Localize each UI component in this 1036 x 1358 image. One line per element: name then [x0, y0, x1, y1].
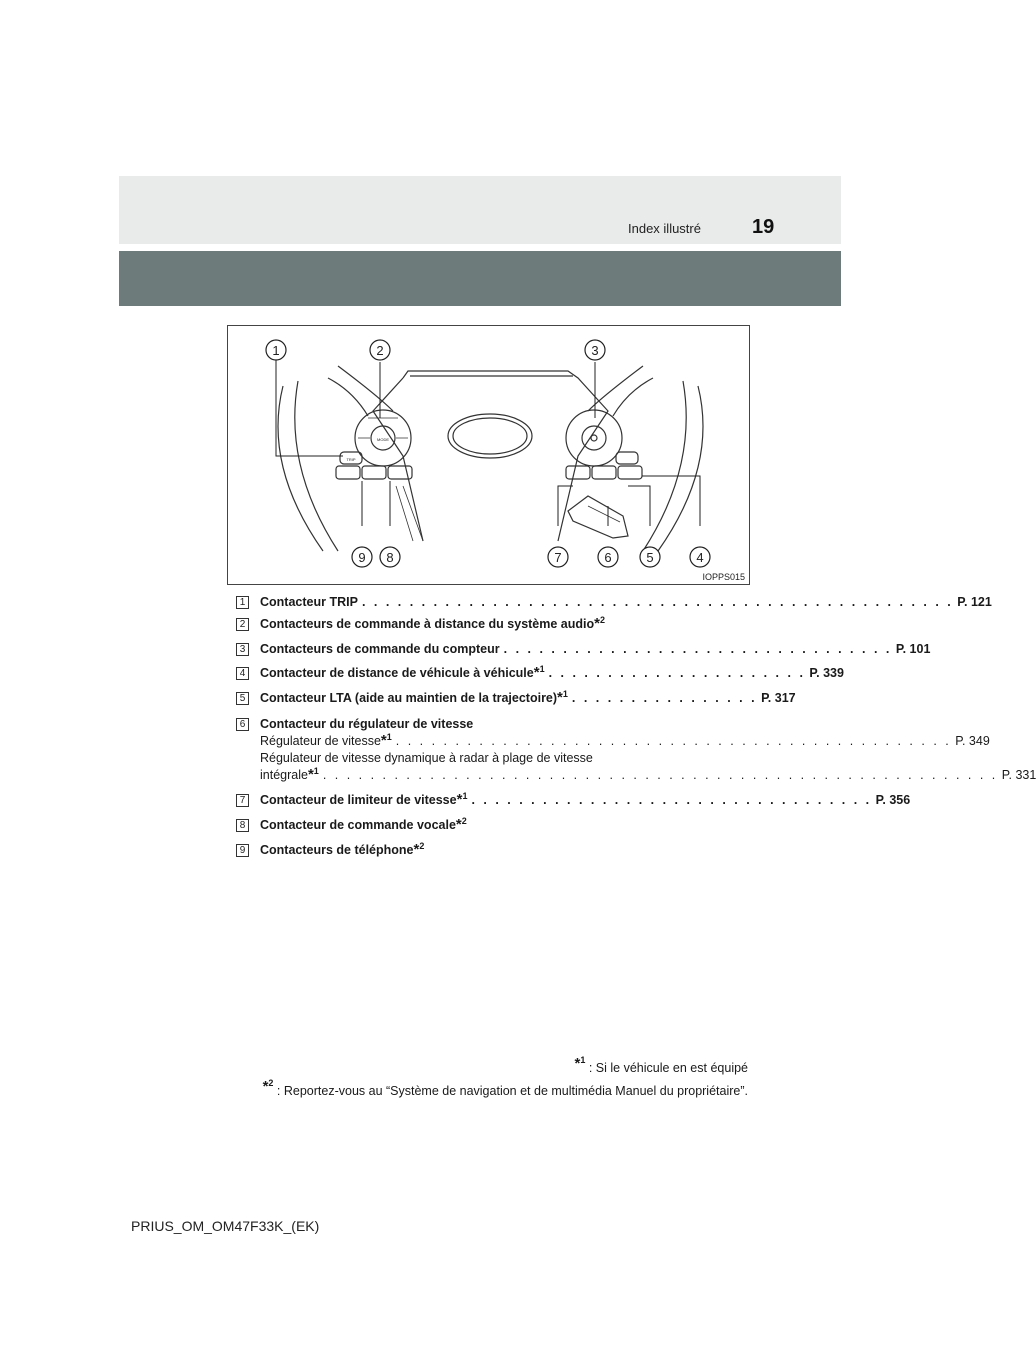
page-ref: P. 339 [809, 666, 844, 680]
item-text: Contacteurs de commande à distance du système audio [260, 617, 595, 631]
item-text: Contacteurs de téléphone [260, 843, 414, 857]
callout-8: 8 [386, 550, 394, 565]
footnote-marker: *$^1$ [307, 766, 319, 783]
item-number: 6 [236, 718, 249, 731]
footnote-2: $^{*^2}$ : Reportez-vous au “Système de navigation et de multimédia Manuel du propriétaire”. [262, 1078, 748, 1098]
item-number: 1 [236, 596, 249, 609]
legend-item-6 [236, 716, 1036, 788]
steering-wheel-illustration [228, 326, 751, 586]
item-text: Contacteur de commande vocale [260, 818, 456, 832]
item-text: Contacteur du régulateur de vitesse [260, 717, 474, 731]
page-number: 19 [752, 216, 775, 238]
item-text: Contacteur de limiteur de vitesse [260, 793, 457, 807]
footnotes [262, 1055, 748, 1106]
trip-button-label: TRIP [346, 457, 356, 462]
item-text: Contacteurs de commande du compteur [260, 642, 500, 656]
item-number: 7 [236, 794, 249, 807]
page-ref: P. 349 [955, 734, 990, 748]
leader-dots: . . . . . . . . . . . . . . . . . . . . . . . . . . . . . . . . . . . . . . . . . . . . . . . . . . . . . . . . . [322, 768, 998, 782]
item-number: 4 [236, 667, 249, 680]
legend-item-9 [236, 842, 724, 867]
page-ref: P. 101 [895, 642, 931, 656]
legend-item-8 [236, 817, 724, 842]
section-banner [119, 251, 841, 306]
footnote-marker: *$^1$ [533, 664, 545, 681]
item-number: 5 [236, 692, 249, 705]
document-code: PRIUS_OM_OM47F33K_(EK) [131, 1218, 320, 1234]
footnote-marker: *$^1$ [456, 791, 468, 808]
section-title: Index illustré [628, 221, 701, 236]
legend-item-7 [236, 791, 911, 817]
legend-item-3 [236, 641, 931, 665]
leader-dots: . . . . . . . . . . . . . . . . . . . . . . . . . . . . . . . . . . [471, 793, 872, 807]
footnote-1: $^{*^1}$ : Si le véhicule en est équipé [574, 1055, 748, 1075]
steering-wheel-figure [227, 325, 750, 585]
item-text: Contacteur LTA (aide au maintien de la trajectoire) [260, 691, 558, 705]
header-band [119, 176, 841, 244]
page-ref: P. 331 [1001, 768, 1036, 782]
leader-dots: . . . . . . . . . . . . . . . . . . . . . . . . . . . . . . . . . . . . . . . . . . . . . . . [395, 734, 952, 748]
callout-4: 4 [696, 550, 704, 565]
callout-6: 6 [604, 550, 612, 565]
legend-item-5 [236, 689, 796, 716]
item-text: Contacteur TRIP [260, 595, 358, 609]
figure-id: IOPPS015 [702, 572, 745, 582]
legend-item-4 [236, 664, 844, 690]
legend-item-2 [236, 616, 724, 641]
legend-item-1 [236, 594, 992, 616]
callout-1: 1 [272, 343, 280, 358]
callout-5: 5 [646, 550, 654, 565]
item-number: 9 [236, 844, 249, 857]
sub-item-text: intégrale [260, 768, 308, 782]
item-number: 3 [236, 643, 249, 656]
sub-item-text: Régulateur de vitesse dynamique à radar à plage de vitesse [260, 751, 593, 765]
item-number: 8 [236, 819, 249, 832]
page-ref: P. 356 [875, 793, 911, 807]
callout-7: 7 [554, 550, 562, 565]
footnote-marker: *$^1$ [380, 732, 392, 749]
leader-dots: . . . . . . . . . . . . . . . . . . . . . . [548, 666, 806, 680]
item-text: Contacteur de distance de véhicule à véhicule [260, 666, 534, 680]
item-number: 2 [236, 618, 249, 631]
mode-button-label: MODE [377, 437, 389, 442]
legend-list [236, 594, 1036, 867]
leader-dots: . . . . . . . . . . . . . . . . . . . . . . . . . . . . . . . . . [503, 642, 892, 656]
callout-9: 9 [358, 550, 366, 565]
page-ref: P. 121 [957, 595, 992, 609]
sub-item-text: Régulateur de vitesse [260, 734, 381, 748]
footnote-marker: *$^2$ [594, 615, 605, 632]
leader-dots: . . . . . . . . . . . . . . . . . . . . . . . . . . . . . . . . . . . . . . . . . . . . . . . . . . [361, 595, 954, 609]
callout-3: 3 [591, 343, 599, 358]
callout-2: 2 [376, 343, 384, 358]
leader-dots: . . . . . . . . . . . . . . . . [571, 691, 758, 705]
page-ref: P. 317 [761, 691, 796, 705]
footnote-marker: *$^1$ [557, 689, 568, 706]
footnote-marker: *$^2$ [413, 841, 425, 858]
footnote-marker: *$^2$ [455, 816, 467, 833]
